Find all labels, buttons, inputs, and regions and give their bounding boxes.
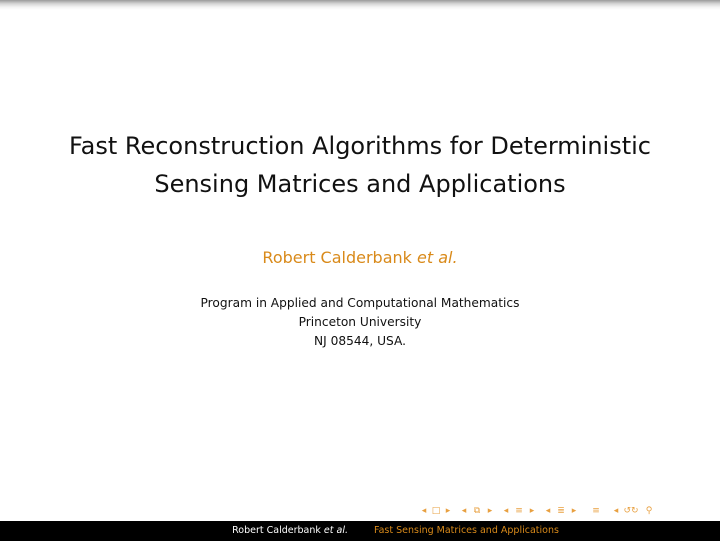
search-icon[interactable]: ⚲ — [645, 506, 653, 516]
nav-right-arrow-icon[interactable]: ▸ — [529, 506, 535, 516]
affiliation-block — [0, 294, 720, 351]
frame-icon[interactable]: □ — [431, 506, 441, 516]
affiliation-line-3: NJ 08544, USA. — [314, 334, 406, 348]
equal-align-icon[interactable]: ≡ — [592, 506, 600, 516]
author-block — [0, 246, 720, 270]
frame-top-shadow — [0, 0, 720, 10]
section-icon[interactable]: ≡ — [515, 506, 523, 516]
nav-right-arrow-icon[interactable]: ▸ — [487, 506, 493, 516]
nav-right-arrow-icon[interactable]: ▸ — [445, 506, 451, 516]
nav-left-arrow-icon[interactable]: ◂ — [503, 506, 509, 516]
footer-author-name: Robert Calderbank — [232, 525, 321, 536]
title-line-1: Fast Reconstruction Algorithms for Deterministic — [69, 132, 651, 160]
author-name: Robert Calderbank — [262, 248, 412, 267]
nav-left-arrow-icon[interactable]: ◂ — [461, 506, 467, 516]
nav-back-forward-icon[interactable]: ↺↻ — [623, 506, 639, 516]
slide-footer — [0, 521, 720, 541]
nav-left-arrow-icon[interactable]: ◂ — [421, 506, 427, 516]
document-icon[interactable]: ≣ — [557, 506, 565, 516]
subsection-icon[interactable]: ⧉ — [473, 506, 481, 516]
nav-left-arrow-icon[interactable]: ◂ — [545, 506, 551, 516]
author-et-al: et al. — [417, 248, 458, 267]
nav-right-arrow-icon[interactable]: ▸ — [571, 506, 577, 516]
affiliation-line-1: Program in Applied and Computational Mathematics — [200, 296, 520, 310]
footer-author-et-al: et al. — [323, 525, 348, 536]
title-line-2: Sensing Matrices and Applications — [154, 170, 566, 198]
nav-left-arrow-icon[interactable]: ◂ — [613, 506, 619, 516]
footer-author — [0, 521, 360, 541]
slide-title — [0, 127, 720, 203]
affiliation-line-2: Princeton University — [298, 315, 422, 329]
beamer-navigation-bar — [0, 504, 720, 518]
footer-short-title: Fast Sensing Matrices and Applications — [360, 521, 720, 541]
